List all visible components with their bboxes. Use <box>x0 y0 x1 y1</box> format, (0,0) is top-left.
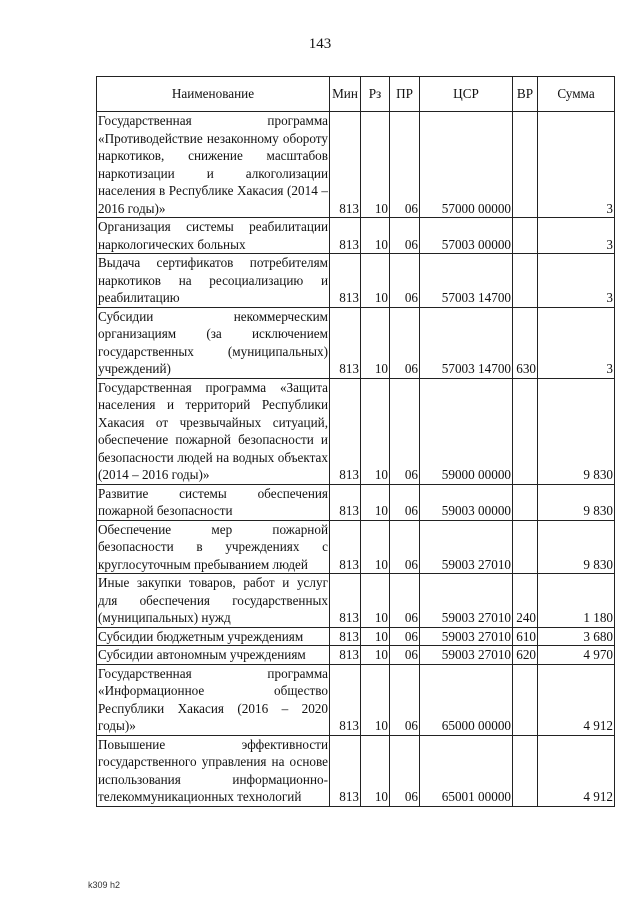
row-sum: 9 830 <box>538 378 615 484</box>
row-csr: 59003 27010 <box>420 646 513 665</box>
row-rz: 10 <box>361 664 390 735</box>
row-min: 813 <box>330 664 361 735</box>
row-rz: 10 <box>361 520 390 574</box>
row-vr <box>513 735 538 806</box>
row-pr: 06 <box>390 520 420 574</box>
table-row <box>97 254 615 308</box>
row-min: 813 <box>330 112 361 218</box>
header-rz: Рз <box>361 77 390 112</box>
row-rz: 10 <box>361 574 390 628</box>
row-rz: 10 <box>361 112 390 218</box>
table-row <box>97 520 615 574</box>
table-row <box>97 112 615 218</box>
row-name: Обеспечение мер пожарной безопасности в учреждениях с круглосуточным пребыванием людей <box>98 521 328 572</box>
row-sum: 1 180 <box>538 574 615 628</box>
budget-table <box>96 76 615 807</box>
row-min: 813 <box>330 254 361 308</box>
row-vr <box>513 484 538 520</box>
row-pr: 06 <box>390 664 420 735</box>
row-csr: 59003 27010 <box>420 574 513 628</box>
row-vr: 630 <box>513 307 538 378</box>
row-name: Государственная программа «Противодействие незаконному обороту наркотиков, снижение масштабов наркотизации и алкоголизации населения в Республике Хакасия (2014 – 2016 годы)» <box>98 113 328 216</box>
row-vr: 620 <box>513 646 538 665</box>
header-name: Наименование <box>97 77 330 112</box>
row-name: Развитие системы обеспечения пожарной безопасности <box>98 485 328 518</box>
row-rz: 10 <box>361 627 390 646</box>
row-name: Иные закупки товаров, работ и услуг для обеспечения государственных (муниципальных) нужд <box>98 575 328 625</box>
header-min: Мин <box>330 77 361 112</box>
row-sum: 3 <box>538 254 615 308</box>
row-vr: 240 <box>513 574 538 628</box>
table-header-row <box>97 77 615 112</box>
header-pr: ПР <box>390 77 420 112</box>
row-min: 813 <box>330 627 361 646</box>
row-name: Государственная программа «Защита населения и территорий Республики Хакасия от чрезвычайных ситуаций, обеспечение пожарной безопасности и безопасности людей на водных объектах (2014 – 2016 годы)» <box>98 379 328 482</box>
row-csr: 59003 27010 <box>420 520 513 574</box>
table-row <box>97 218 615 254</box>
row-sum: 9 830 <box>538 484 615 520</box>
row-pr: 06 <box>390 646 420 665</box>
row-rz: 10 <box>361 735 390 806</box>
row-pr: 06 <box>390 735 420 806</box>
row-pr: 06 <box>390 254 420 308</box>
row-csr: 57000 00000 <box>420 112 513 218</box>
row-sum: 3 <box>538 218 615 254</box>
row-min: 813 <box>330 378 361 484</box>
row-csr: 59003 27010 <box>420 627 513 646</box>
header-vr: ВР <box>513 77 538 112</box>
row-csr: 65001 00000 <box>420 735 513 806</box>
row-vr <box>513 112 538 218</box>
row-min: 813 <box>330 574 361 628</box>
page-number: 143 <box>308 36 332 52</box>
row-vr <box>513 218 538 254</box>
table-row <box>97 574 615 628</box>
row-sum: 4 912 <box>538 735 615 806</box>
row-vr: 610 <box>513 627 538 646</box>
row-rz: 10 <box>361 484 390 520</box>
row-min: 813 <box>330 735 361 806</box>
row-min: 813 <box>330 520 361 574</box>
row-name: Субсидии некоммерческим организациям (за исключением государственных (муниципальных) учреждений) <box>98 308 328 376</box>
header-sum: Сумма <box>538 77 615 112</box>
row-name: Субсидии бюджетным учреждениям <box>97 627 330 646</box>
table-row <box>97 735 615 806</box>
row-name: Организация системы реабилитации наркологических больных <box>98 219 328 252</box>
row-csr: 65000 00000 <box>420 664 513 735</box>
row-min: 813 <box>330 307 361 378</box>
row-pr: 06 <box>390 627 420 646</box>
table-row <box>97 378 615 484</box>
row-name: Субсидии автономным учреждениям <box>97 646 330 665</box>
row-sum: 3 680 <box>538 627 615 646</box>
row-pr: 06 <box>390 218 420 254</box>
row-csr: 57003 14700 <box>420 307 513 378</box>
row-min: 813 <box>330 646 361 665</box>
footer-code: k309 h2 <box>88 880 121 890</box>
row-pr: 06 <box>390 574 420 628</box>
row-min: 813 <box>330 484 361 520</box>
table-row <box>97 307 615 378</box>
header-csr: ЦСР <box>420 77 513 112</box>
row-pr: 06 <box>390 484 420 520</box>
table-row <box>97 484 615 520</box>
row-rz: 10 <box>361 307 390 378</box>
row-sum: 3 <box>538 112 615 218</box>
row-vr <box>513 664 538 735</box>
row-vr <box>513 254 538 308</box>
row-csr: 57003 00000 <box>420 218 513 254</box>
row-sum: 3 <box>538 307 615 378</box>
row-sum: 4 912 <box>538 664 615 735</box>
row-pr: 06 <box>390 112 420 218</box>
row-min: 813 <box>330 218 361 254</box>
row-rz: 10 <box>361 218 390 254</box>
row-rz: 10 <box>361 378 390 484</box>
table-row <box>97 627 615 646</box>
row-name: Государственная программа «Информационное общество Республики Хакасия (2016 – 2020 годы)» <box>98 665 328 733</box>
row-pr: 06 <box>390 307 420 378</box>
row-name: Выдача сертификатов потребителям наркотиков на ресоциализацию и реабилитацию <box>98 255 328 305</box>
row-rz: 10 <box>361 254 390 308</box>
row-csr: 59003 00000 <box>420 484 513 520</box>
row-csr: 57003 14700 <box>420 254 513 308</box>
row-pr: 06 <box>390 378 420 484</box>
table-row <box>97 664 615 735</box>
row-csr: 59000 00000 <box>420 378 513 484</box>
row-vr <box>513 378 538 484</box>
row-name: Повышение эффективности государственного управления на основе использования информационно-телекоммуникационных технологий <box>98 736 328 804</box>
table-row <box>97 646 615 665</box>
row-rz: 10 <box>361 646 390 665</box>
row-sum: 9 830 <box>538 520 615 574</box>
row-sum: 4 970 <box>538 646 615 665</box>
row-vr <box>513 520 538 574</box>
